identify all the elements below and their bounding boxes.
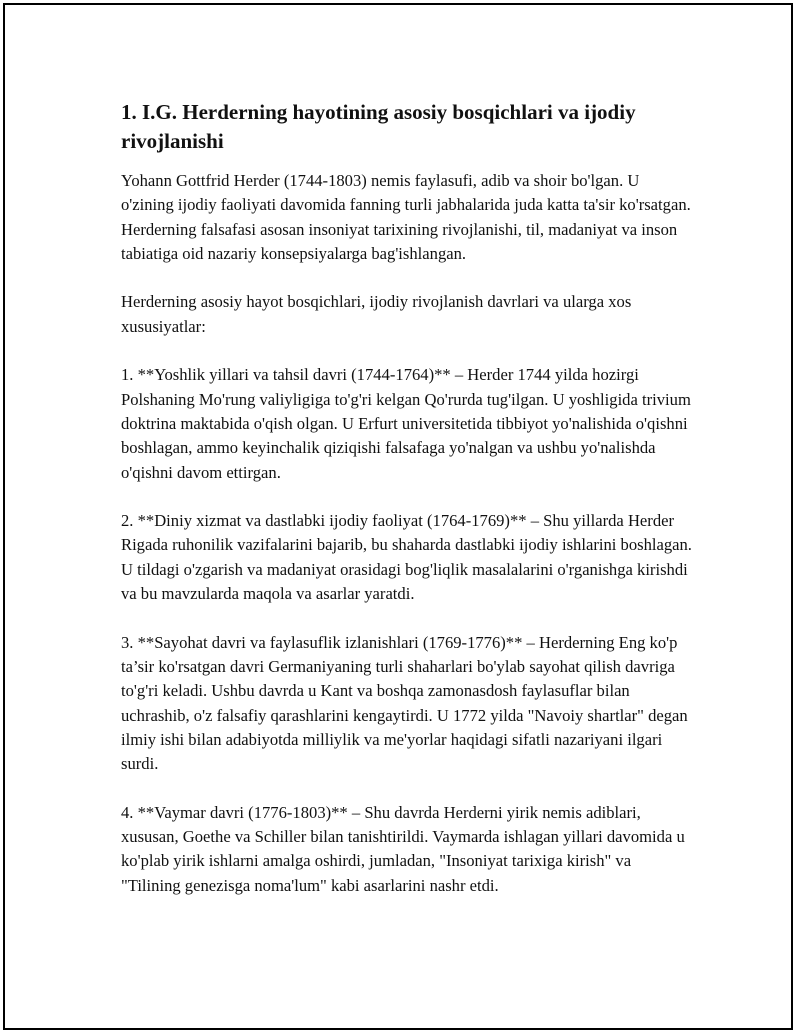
stages-intro-paragraph: Herderning asosiy hayot bosqichlari, ijodiy rivojlanish davrlari va ularga xos xususiyatlar: (121, 292, 632, 336)
stage-1-paragraph: 1. **Yoshlik yillari va tahsil davri (1744-1764)** – Herder 1744 yilda hozirgi Polshaning Mo'rung valiyligiga to'g'ri kelgan Qo'rurda tug'ilgan. U yoshligida trivium doktrina maktabida o'qish olgan. U Erfurt universitetida tibbiyot yo'nalishida o'qishni boshlagan, ammo keyinchalik qiziqishi falsafaga yo'nalgan va ushbu yo'nalishda o'qishni davom ettirgan. (121, 365, 691, 482)
document-title: 1. I.G. Herderning hayotining asosiy bosqichlari va ijodiy rivojlanishi (121, 100, 636, 153)
intro-paragraph: Yohann Gottfrid Herder (1744-1803) nemis faylasufi, adib va shoir bo'lgan. U o'zining ijodiy faoliyati davomida fanning turli jabhalarida juda katta ta'sir ko'rsatgan. Herderning falsafasi asosan insoniyat tarixining rivojlanishi, til, madaniyat va inson tabiatiga oid nazariy konsepsiyalarga bag'ishlangan. (121, 171, 691, 263)
stage-2-paragraph: 2. **Diniy xizmat va dastlabki ijodiy faoliyat (1764-1769)** – Shu yillarda Herder Rigada ruhonilik vazifalarini bajarib, bu shaharda dastlabki ijodiy ishlarini boshlagan. U tildagi o'zgarish va madaniyat orasidagi bog'liqlik masalalarini o'rganishga kirishdi va bu mavzularda maqola va asarlar yaratdi. (121, 511, 692, 604)
document-page (3, 3, 793, 1030)
document-body (121, 98, 693, 922)
stage-4-paragraph: 4. **Vaymar davri (1776-1803)** – Shu davrda Herderni yirik nemis adiblari, xususan, Goethe va Schiller bilan tanishtirildi. Vaymarda ishlagan yillari davomida u ko'plab yirik ishlarni amalga oshirdi, jumladan, "Insoniyat tarixiga kirish" va "Tilining genezisga noma'lum" kabi asarlarini nashr etdi. (121, 802, 685, 895)
stage-3-paragraph: 3. **Sayohat davri va faylasuflik izlanishlari (1769-1776)** – Herderning Eng ko'p ta’sir ko'rsatgan davri Germaniyaning turli shaharlari bo'ylab sayohat qilish davriga to'g'ri keladi. Ushbu davrda u Kant va boshqa zamonasdosh faylasuflar bilan uchrashib, o'z falsafiy qarashlarini kengaytirdi. U 1772 yilda "Navoiy shartlar" degan ilmiy ishi bilan adabiyotda milliylik va me'yorlar haqidagi sifatli nazariyani ilgari surdi. (121, 632, 688, 774)
